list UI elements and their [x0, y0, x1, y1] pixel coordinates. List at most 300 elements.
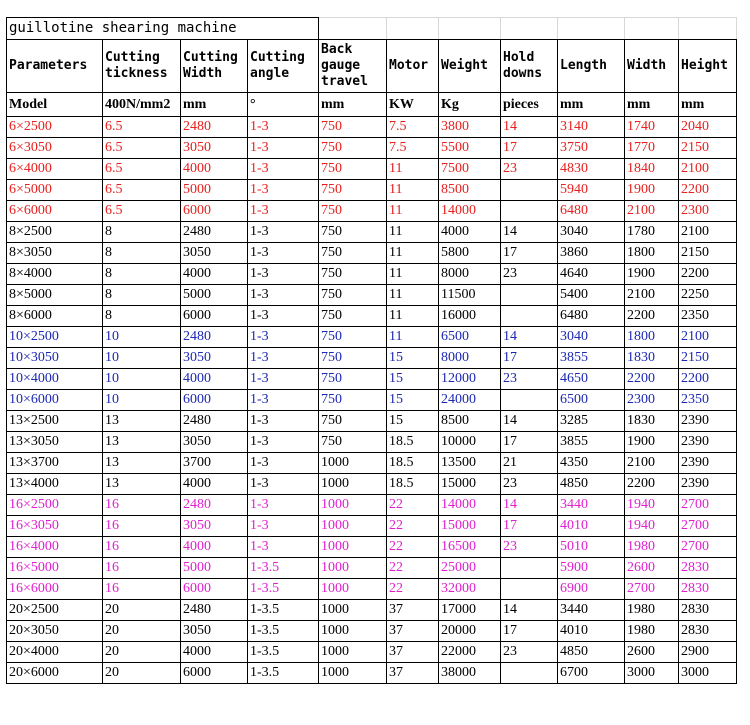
table-cell: 4000: [181, 642, 248, 663]
table-row: [7, 264, 737, 285]
table-cell: 8500: [439, 180, 501, 201]
table-cell: 3140: [558, 117, 625, 138]
table-row: [7, 117, 737, 138]
table-title: guillotine shearing machine: [7, 18, 319, 40]
table-cell: 14: [501, 117, 558, 138]
table-row: [7, 306, 737, 327]
table-cell: 750: [319, 306, 387, 327]
table-cell: 13: [103, 474, 181, 495]
blank-cell: [387, 18, 439, 40]
table-row: [7, 474, 737, 495]
table-cell: 1-3: [248, 495, 319, 516]
table-cell: 6.5: [103, 201, 181, 222]
table-row: [7, 411, 737, 432]
table-cell: 15000: [439, 474, 501, 495]
header-cell: [319, 40, 387, 93]
table-cell: 16: [103, 579, 181, 600]
table-cell: 6.5: [103, 180, 181, 201]
header-label: Weight: [441, 58, 488, 73]
table-cell: 10: [103, 369, 181, 390]
table-cell: 4650: [558, 369, 625, 390]
table-cell: 1000: [319, 663, 387, 684]
table-cell: 5000: [181, 558, 248, 579]
table-cell: 13×4000: [7, 474, 103, 495]
table-cell: 16: [103, 495, 181, 516]
table-cell: 750: [319, 390, 387, 411]
table-cell: 2300: [679, 201, 737, 222]
table-cell: 1800: [625, 327, 679, 348]
header-cell: [625, 40, 679, 93]
table-cell: 20: [103, 642, 181, 663]
table-row: [7, 327, 737, 348]
unit-cell: mm: [679, 93, 737, 117]
table-cell: 23: [501, 474, 558, 495]
table-cell: 17: [501, 621, 558, 642]
table-cell: 1000: [319, 621, 387, 642]
table-cell: 4000: [181, 474, 248, 495]
table-cell: 2200: [625, 369, 679, 390]
table-cell: 8500: [439, 411, 501, 432]
table-cell: 750: [319, 264, 387, 285]
table-cell: 6.5: [103, 117, 181, 138]
table-cell: 6.5: [103, 159, 181, 180]
table-cell: 10000: [439, 432, 501, 453]
table-cell: 2300: [625, 390, 679, 411]
header-label: Back gauge travel: [321, 42, 368, 89]
table-cell: 1000: [319, 642, 387, 663]
table-cell: 1900: [625, 264, 679, 285]
table-cell: 8×4000: [7, 264, 103, 285]
table-cell: 7.5: [387, 117, 439, 138]
table-cell: 11: [387, 201, 439, 222]
table-cell: 1-3: [248, 453, 319, 474]
table-cell: 8×5000: [7, 285, 103, 306]
header-cell: [558, 40, 625, 93]
table-cell: 1-3.5: [248, 600, 319, 621]
table-cell: 1-3: [248, 264, 319, 285]
table-cell: 1-3: [248, 222, 319, 243]
table-row: [7, 600, 737, 621]
table-cell: 1000: [319, 579, 387, 600]
table-cell: 1-3: [248, 390, 319, 411]
table-cell: 2150: [679, 243, 737, 264]
table-cell: 1000: [319, 558, 387, 579]
table-cell: 1-3.5: [248, 621, 319, 642]
table-cell: 16: [103, 558, 181, 579]
table-cell: 20: [103, 663, 181, 684]
table-cell: 18.5: [387, 453, 439, 474]
table-cell: 1-3: [248, 117, 319, 138]
table-row: [7, 159, 737, 180]
table-cell: 1900: [625, 432, 679, 453]
table-cell: [501, 306, 558, 327]
table-cell: 6.5: [103, 138, 181, 159]
table-cell: 10×6000: [7, 390, 103, 411]
table-cell: 2100: [625, 201, 679, 222]
table-cell: 22: [387, 579, 439, 600]
table-cell: 3700: [181, 453, 248, 474]
table-cell: 13×3700: [7, 453, 103, 474]
table-cell: 8: [103, 264, 181, 285]
table-cell: 16000: [439, 306, 501, 327]
table-cell: 1000: [319, 453, 387, 474]
table-cell: 1-3: [248, 159, 319, 180]
table-cell: 24000: [439, 390, 501, 411]
table-cell: 8: [103, 222, 181, 243]
table-cell: 2150: [679, 138, 737, 159]
table-row: [7, 537, 737, 558]
table-cell: 6×5000: [7, 180, 103, 201]
header-cell: [7, 40, 103, 93]
table-cell: 2700: [679, 516, 737, 537]
table-cell: 5010: [558, 537, 625, 558]
table-cell: [501, 558, 558, 579]
table-cell: 2700: [679, 495, 737, 516]
table-cell: 1-3.5: [248, 558, 319, 579]
table-cell: 11: [387, 327, 439, 348]
table-row: [7, 285, 737, 306]
table-cell: 2200: [679, 369, 737, 390]
table-cell: 12000: [439, 369, 501, 390]
table-cell: 1980: [625, 600, 679, 621]
table-cell: 4010: [558, 516, 625, 537]
table-cell: 4640: [558, 264, 625, 285]
table-row: [7, 558, 737, 579]
table-row: [7, 201, 737, 222]
table-cell: 10×4000: [7, 369, 103, 390]
table-cell: 1000: [319, 495, 387, 516]
table-cell: 3050: [181, 621, 248, 642]
table-cell: 13: [103, 432, 181, 453]
table-cell: 37: [387, 642, 439, 663]
table-cell: 6900: [558, 579, 625, 600]
table-cell: 6000: [181, 306, 248, 327]
table-cell: 4000: [181, 159, 248, 180]
unit-cell: mm: [625, 93, 679, 117]
table-cell: 13×3050: [7, 432, 103, 453]
table-row: [7, 180, 737, 201]
table-cell: 11: [387, 306, 439, 327]
table-cell: 1-3: [248, 516, 319, 537]
table-cell: 2830: [679, 579, 737, 600]
table-cell: 750: [319, 327, 387, 348]
table-cell: 17: [501, 516, 558, 537]
table-row: [7, 369, 737, 390]
table-cell: 15: [387, 369, 439, 390]
table-cell: 4000: [181, 537, 248, 558]
table-cell: 1-3: [248, 285, 319, 306]
table-cell: 3000: [679, 663, 737, 684]
table-cell: 1-3: [248, 348, 319, 369]
header-cell: [181, 40, 248, 93]
unit-cell: pieces: [501, 93, 558, 117]
table-cell: 3050: [181, 243, 248, 264]
table-cell: 3285: [558, 411, 625, 432]
table-cell: 2830: [679, 600, 737, 621]
table-cell: 3855: [558, 432, 625, 453]
table-cell: 1-3: [248, 306, 319, 327]
header-cell: [501, 40, 558, 93]
table-cell: 750: [319, 432, 387, 453]
table-cell: 8000: [439, 348, 501, 369]
table-cell: 1-3.5: [248, 642, 319, 663]
table-cell: 22: [387, 558, 439, 579]
table-cell: 1740: [625, 117, 679, 138]
blank-cell: [625, 18, 679, 40]
table-cell: 6×2500: [7, 117, 103, 138]
table-cell: 2480: [181, 600, 248, 621]
table-cell: 14: [501, 600, 558, 621]
table-cell: 750: [319, 180, 387, 201]
table-cell: 3750: [558, 138, 625, 159]
table-cell: [501, 579, 558, 600]
header-label: Cutting tickness: [105, 50, 168, 81]
table-cell: 10×3050: [7, 348, 103, 369]
table-cell: 13500: [439, 453, 501, 474]
table-cell: 1000: [319, 537, 387, 558]
table-cell: 14: [501, 327, 558, 348]
table-cell: 13: [103, 411, 181, 432]
table-cell: 1840: [625, 159, 679, 180]
table-cell: 15: [387, 411, 439, 432]
table-cell: 37: [387, 600, 439, 621]
unit-cell: mm: [181, 93, 248, 117]
unit-cell: KW: [387, 93, 439, 117]
table-cell: 2830: [679, 558, 737, 579]
header-label: Cutting Width: [183, 50, 238, 81]
header-label: Parameters: [9, 58, 88, 73]
table-cell: 17000: [439, 600, 501, 621]
table-cell: 2390: [679, 453, 737, 474]
table-cell: [501, 201, 558, 222]
table-cell: 8: [103, 306, 181, 327]
table-cell: 4010: [558, 621, 625, 642]
table-cell: 11: [387, 264, 439, 285]
table-row: [7, 432, 737, 453]
table-cell: 1-3: [248, 369, 319, 390]
table-cell: 3800: [439, 117, 501, 138]
table-cell: 15: [387, 390, 439, 411]
table-cell: 13: [103, 453, 181, 474]
table-cell: 16: [103, 537, 181, 558]
table-cell: 14000: [439, 495, 501, 516]
table-cell: 2700: [679, 537, 737, 558]
header-label: Width: [627, 58, 667, 73]
table-cell: 20×3050: [7, 621, 103, 642]
table-cell: 2350: [679, 306, 737, 327]
table-cell: 20×6000: [7, 663, 103, 684]
blank-cell: [501, 18, 558, 40]
unit-cell: mm: [319, 93, 387, 117]
table-cell: 2600: [625, 558, 679, 579]
table-cell: 1770: [625, 138, 679, 159]
table-cell: 20×2500: [7, 600, 103, 621]
table-cell: 1-3: [248, 432, 319, 453]
table-cell: 11: [387, 159, 439, 180]
blank-cell: [679, 18, 737, 40]
table-cell: [501, 285, 558, 306]
table-cell: 1980: [625, 537, 679, 558]
table-cell: 23: [501, 369, 558, 390]
header-cell: [679, 40, 737, 93]
table-cell: 23: [501, 537, 558, 558]
table-cell: 14: [501, 495, 558, 516]
table-cell: 2150: [679, 348, 737, 369]
table-cell: 11500: [439, 285, 501, 306]
header-cell: [387, 40, 439, 93]
table-cell: 23: [501, 642, 558, 663]
table-cell: 6×3050: [7, 138, 103, 159]
unit-cell: Kg: [439, 93, 501, 117]
table-cell: 3855: [558, 348, 625, 369]
table-cell: 6700: [558, 663, 625, 684]
table-cell: 5940: [558, 180, 625, 201]
table-cell: 3040: [558, 222, 625, 243]
table-cell: 4000: [181, 264, 248, 285]
table-cell: 6500: [558, 390, 625, 411]
table-cell: 2200: [625, 306, 679, 327]
table-cell: 11: [387, 222, 439, 243]
unit-cell: mm: [558, 93, 625, 117]
table-cell: 2390: [679, 411, 737, 432]
table-cell: 2480: [181, 327, 248, 348]
table-cell: 2830: [679, 621, 737, 642]
table-cell: 15000: [439, 516, 501, 537]
table-cell: 4000: [439, 222, 501, 243]
table-cell: 23: [501, 159, 558, 180]
table-row: [7, 222, 737, 243]
table-cell: 3440: [558, 495, 625, 516]
table-cell: 2900: [679, 642, 737, 663]
table-cell: 1000: [319, 474, 387, 495]
table-cell: 6000: [181, 390, 248, 411]
table-cell: 11: [387, 180, 439, 201]
table-cell: 6480: [558, 201, 625, 222]
table-cell: 2100: [625, 453, 679, 474]
table-cell: 750: [319, 369, 387, 390]
header-label: Cutting angle: [250, 50, 305, 81]
table-cell: 2600: [625, 642, 679, 663]
table-cell: 22: [387, 537, 439, 558]
table-cell: 2040: [679, 117, 737, 138]
table-cell: 1-3: [248, 411, 319, 432]
table-row: [7, 621, 737, 642]
table-cell: 8×6000: [7, 306, 103, 327]
table-row: [7, 390, 737, 411]
table-cell: 2200: [625, 474, 679, 495]
table-row: [7, 663, 737, 684]
table-cell: 3860: [558, 243, 625, 264]
table-cell: 11: [387, 285, 439, 306]
table-cell: 4000: [181, 369, 248, 390]
units-row: [7, 93, 737, 117]
table-cell: 750: [319, 243, 387, 264]
table-cell: 1780: [625, 222, 679, 243]
table-row: [7, 516, 737, 537]
table-cell: 1-3: [248, 180, 319, 201]
table-cell: 1000: [319, 600, 387, 621]
table-cell: 6500: [439, 327, 501, 348]
table-cell: [501, 390, 558, 411]
table-cell: 2480: [181, 222, 248, 243]
table-cell: 16×2500: [7, 495, 103, 516]
table-cell: 4350: [558, 453, 625, 474]
table-cell: 4850: [558, 474, 625, 495]
table-cell: 20: [103, 621, 181, 642]
table-cell: 3040: [558, 327, 625, 348]
title-row: [7, 18, 737, 40]
unit-cell: 400N/mm2: [103, 93, 181, 117]
table-cell: 2390: [679, 474, 737, 495]
header-cell: [439, 40, 501, 93]
table-cell: 8: [103, 243, 181, 264]
table-cell: 1940: [625, 516, 679, 537]
table-cell: 1-3: [248, 537, 319, 558]
table-cell: 750: [319, 285, 387, 306]
table-cell: 10: [103, 327, 181, 348]
table-cell: 4850: [558, 642, 625, 663]
table-cell: 17: [501, 138, 558, 159]
blank-cell: [558, 18, 625, 40]
header-label: Motor: [389, 58, 429, 73]
table-cell: 6000: [181, 579, 248, 600]
table-cell: 2480: [181, 411, 248, 432]
table-cell: [501, 663, 558, 684]
table-cell: 2390: [679, 432, 737, 453]
table-cell: 25000: [439, 558, 501, 579]
table-cell: 1000: [319, 516, 387, 537]
table-cell: [501, 180, 558, 201]
table-cell: 14: [501, 411, 558, 432]
table-cell: 1-3: [248, 327, 319, 348]
blank-cell: [439, 18, 501, 40]
header-label: Length: [560, 58, 607, 73]
table-cell: 2350: [679, 390, 737, 411]
table-cell: 8×3050: [7, 243, 103, 264]
table-cell: 1830: [625, 348, 679, 369]
table-cell: 8×2500: [7, 222, 103, 243]
table-cell: 10: [103, 348, 181, 369]
table-cell: 750: [319, 201, 387, 222]
table-cell: 32000: [439, 579, 501, 600]
table-cell: 22: [387, 495, 439, 516]
table-cell: 37: [387, 663, 439, 684]
table-cell: 750: [319, 222, 387, 243]
table-cell: 1-3: [248, 243, 319, 264]
table-cell: 1900: [625, 180, 679, 201]
table-cell: 8000: [439, 264, 501, 285]
table-cell: 3050: [181, 516, 248, 537]
table-cell: 1-3: [248, 138, 319, 159]
table-cell: 7.5: [387, 138, 439, 159]
header-label: Height: [681, 58, 728, 73]
table-row: [7, 642, 737, 663]
table-cell: 20: [103, 600, 181, 621]
table-cell: 37: [387, 621, 439, 642]
table-cell: 3050: [181, 348, 248, 369]
table-cell: 2480: [181, 495, 248, 516]
table-cell: 8: [103, 285, 181, 306]
unit-cell: °: [248, 93, 319, 117]
header-row: [7, 40, 737, 93]
blank-cell: [319, 18, 387, 40]
table-cell: 5500: [439, 138, 501, 159]
table-row: [7, 453, 737, 474]
table-cell: 16×3050: [7, 516, 103, 537]
table-cell: 1-3.5: [248, 663, 319, 684]
table-cell: 6×6000: [7, 201, 103, 222]
table-cell: 1800: [625, 243, 679, 264]
